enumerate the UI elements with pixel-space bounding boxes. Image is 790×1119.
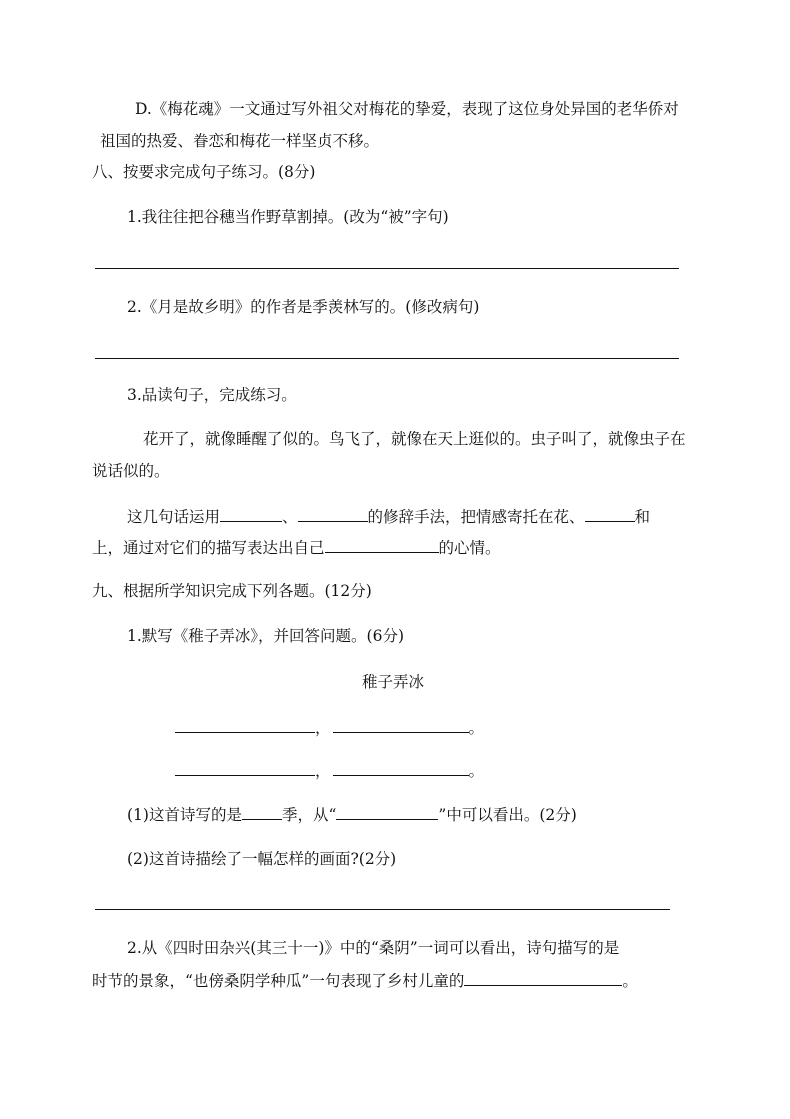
poem-comma-2: ， bbox=[315, 762, 331, 780]
quote-line2: 说话似的。 bbox=[92, 462, 170, 480]
blank-season[interactable] bbox=[242, 803, 282, 820]
section9-heading: 九、根据所学知识完成下列各题。(12分) bbox=[92, 582, 372, 600]
fill2-text-a: 上，通过对它们的描写表达出自己 bbox=[92, 539, 325, 557]
q2-text-a: 时节的景象，“也傍桑阴学种瓜”一句表现了乡村儿童的 bbox=[92, 972, 465, 990]
section8-question2: 2.《月是故乡明》的作者是季羡林写的。(修改病句) bbox=[127, 298, 480, 316]
fill-text-c: 的修辞手法，把情感寄托在花、 bbox=[367, 508, 585, 526]
answer-line-q2[interactable] bbox=[95, 358, 679, 359]
question2-line2 bbox=[92, 969, 638, 992]
question2-line1: 2.从《四时田杂兴(其三十一)》中的“桑阴”一词可以看出，诗句描写的是 bbox=[127, 939, 620, 957]
section8-heading: 八、按要求完成句子练习。(8分) bbox=[92, 163, 316, 181]
poem-line2 bbox=[175, 759, 484, 782]
section8-question3: 3.品读句子，完成练习。 bbox=[127, 386, 297, 404]
quote-line1: 花开了，就像睡醒了似的。鸟飞了，就像在天上逛似的。虫子叫了，就像虫子在 bbox=[143, 430, 686, 448]
poem-line1 bbox=[175, 716, 484, 739]
poem-comma-1: ， bbox=[315, 719, 331, 737]
section9-question1: 1.默写《稚子弄冰》，并回答问题。(6分) bbox=[127, 627, 404, 645]
blank-poem-2[interactable] bbox=[333, 716, 469, 733]
blank-poem-4[interactable] bbox=[333, 759, 469, 776]
option-d-line1: D.《梅花魂》一文通过写外祖父对梅花的挚爱，表现了这位身处异国的老华侨对 bbox=[135, 100, 679, 118]
sub1-text-c: ”中可以看出。(2分) bbox=[438, 806, 577, 824]
poem-period-2: 。 bbox=[468, 762, 485, 780]
fill-text-b: 、 bbox=[282, 508, 298, 526]
section8-question1: 1.我往往把谷穗当作野草割掉。(改为“被”字句) bbox=[127, 208, 449, 226]
sub-question2: (2)这首诗描绘了一幅怎样的画面?(2分) bbox=[127, 850, 397, 868]
blank-rhetoric-1[interactable] bbox=[220, 505, 282, 522]
blank-poem-1[interactable] bbox=[175, 716, 315, 733]
fill-text-a: 这几句话运用 bbox=[127, 508, 221, 526]
blank-rhetoric-2[interactable] bbox=[298, 505, 368, 522]
blank-evidence[interactable] bbox=[336, 803, 438, 820]
fill-in-line2 bbox=[92, 536, 501, 559]
fill-in-line1 bbox=[127, 505, 650, 528]
answer-line-sub2[interactable] bbox=[95, 909, 670, 910]
option-d-line2: 祖国的热爱、眷恋和梅花一样坚贞不移。 bbox=[100, 132, 380, 150]
blank-poem-3[interactable] bbox=[175, 759, 315, 776]
fill2-text-b: 的心情。 bbox=[438, 539, 501, 557]
poem-title: 稚子弄冰 bbox=[362, 673, 425, 691]
sub-question1 bbox=[127, 803, 577, 826]
q2-text-b: 。 bbox=[622, 972, 638, 990]
blank-object[interactable] bbox=[585, 505, 635, 522]
blank-feeling[interactable] bbox=[325, 536, 439, 553]
poem-period-1: 。 bbox=[468, 719, 485, 737]
blank-children-trait[interactable] bbox=[464, 969, 622, 986]
fill-text-d: 和 bbox=[634, 508, 651, 526]
sub1-text-b: 季，从“ bbox=[281, 806, 337, 824]
answer-line-q1[interactable] bbox=[95, 268, 679, 269]
sub1-text-a: (1)这首诗写的是 bbox=[127, 806, 242, 824]
